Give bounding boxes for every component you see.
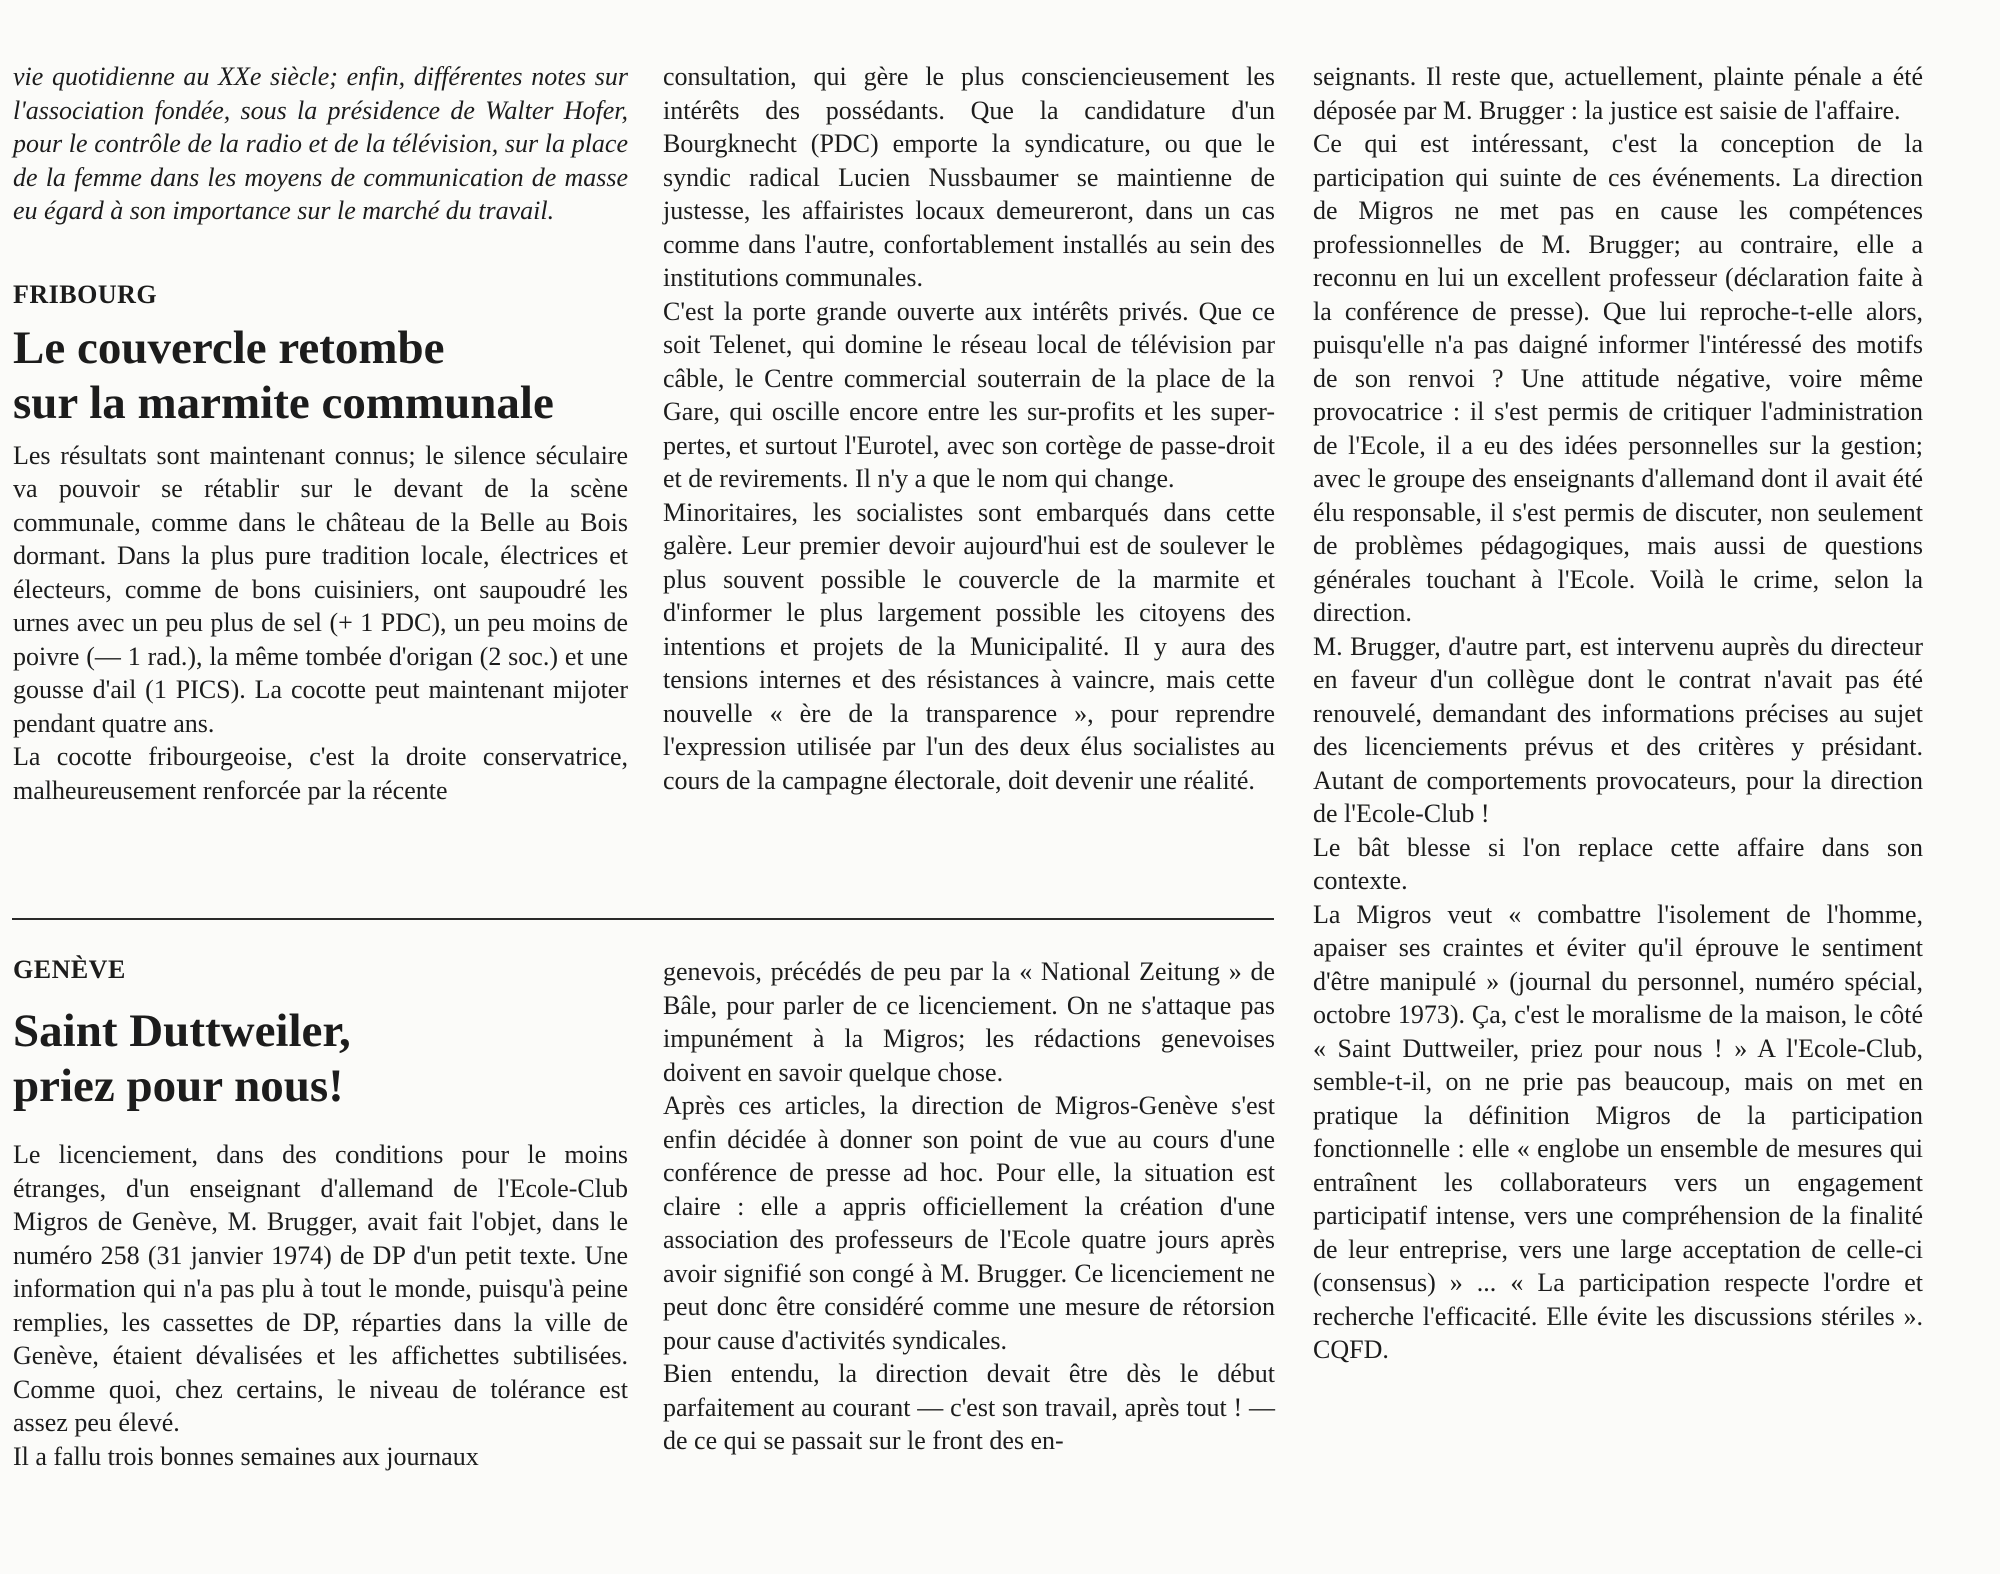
title-line-2: sur la marmite communale	[13, 376, 554, 429]
article-title-geneve	[13, 1004, 628, 1114]
column-middle-bottom	[663, 955, 1275, 1458]
paragraph: Il a fallu trois bonnes semaines aux journaux	[13, 1441, 479, 1471]
intro-paragraph: vie quotidienne au XXe siècle; enfin, différentes notes sur l'association fondée, sous la présidence de Walter Hofer, pour le contrôle de la radio et de la télévision, sur la place de la femme dans les moyens de communication de masse eu égard à son importance sur le marché du travail.	[13, 62, 628, 225]
paragraph: consultation, qui gère le plus consciencieusement les intérêts des possédants. Que la candidature d'un Bourgknecht (PDC) emporte la syndicature, ou que le syndic radical Lucien Nussbaumer se maintienne de justesse, les affairistes locaux demeureront, dans un cas comme dans l'autre, confortablement installés au sein des institutions communales.	[663, 62, 1275, 292]
paragraph: Après ces articles, la direction de Migros-Genève s'est enfin décidée à donner son point de vue au cours d'une conférence de presse ad hoc. Pour elle, la situation est claire : elle a appris officiellement la création d'une association des professeurs de l'Ecole quatre jours après avoir signifié son congé à M. Brugger. Ce licenciement ne peut donc être considéré comme une mesure de rétorsion pour cause d'activités syndicales.	[663, 1091, 1275, 1355]
paragraph: Minoritaires, les socialistes sont embarqués dans cette galère. Leur premier devoir aujourd'hui est de soulever le plus souvent possible le couvercle de la marmite et d'informer le plus largement possible les citoyens des intentions et projets de la Municipalité. Il y aura des tensions internes et des résistances à vaincre, mais cette nouvelle « ère de la transparence », pour reprendre l'expression utilisée par l'un des deux élus socialistes au cours de la campagne électorale, doit devenir une réalité.	[663, 497, 1275, 795]
paragraph: La cocotte fribourgeoise, c'est la droite conservatrice, malheureusement renforcée par la récente	[13, 742, 628, 805]
column-middle-top	[663, 60, 1275, 797]
paragraph: seignants. Il reste que, actuellement, plainte pénale a été déposée par M. Brugger : la justice est saisie de l'affaire.	[1313, 62, 1923, 125]
column-left	[13, 60, 628, 807]
column-right	[1313, 60, 1923, 1367]
title-line-2: priez pour nous!	[13, 1060, 344, 1112]
paragraph: Bien entendu, la direction devait être dès le début parfaitement au courant — c'est son travail, après tout ! — de ce qui se passait sur le front des en-	[663, 1359, 1275, 1455]
section-label-fribourg: FRIBOURG	[13, 279, 158, 309]
paragraph: C'est la porte grande ouverte aux intérêts privés. Que ce soit Telenet, qui domine le réseau local de télévision par câble, le Centre commercial souterrain de la place de la Gare, qui oscille encore entre les sur-profits et les super-pertes, et surtout l'Eurotel, avec son cortège de passe-droit et de revirements. Il n'y a que le nom qui change.	[663, 296, 1275, 493]
paragraph: Les résultats sont maintenant connus; le silence séculaire va pouvoir se rétablir sur le devant de la scène communale, comme dans le château de la Belle au Bois dormant. Dans la plus pure tradition locale, électrices et électeurs, comme de bons cuisiniers, ont saupoudré les urnes avec un peu plus de sel (+ 1 PDC), un peu moins de poivre (— 1 rad.), la même tombée d'origan (2 soc.) et une gousse d'ail (1 PICS). La cocotte peut maintenant mijoter pendant quatre ans.	[13, 440, 628, 738]
title-line-1: Le couvercle retombe	[13, 321, 445, 374]
paragraph: Le licenciement, dans des conditions pour le moins étranges, d'un enseignant d'allemand de l'Ecole-Club Migros de Genève, M. Brugger, avait fait l'objet, dans le numéro 258 (31 janvier 1974) de DP d'un petit texte. Une information qui n'a pas plu à tout le monde, puisqu'à peine remplies, les cassettes de DP, réparties dans la ville de Genève, étaient dévalisées et les affichettes subtilisées. Comme quoi, chez certains, le niveau de tolérance est assez peu élevé.	[13, 1140, 628, 1437]
column-left-bottom	[13, 955, 628, 1473]
article-divider	[12, 918, 1274, 920]
paragraph: M. Brugger, d'autre part, est intervenu auprès du directeur en faveur d'un collègue dont le contrat n'avait pas été renouvelé, demandant des informations précises au sujet des licenciements prévus et des critères y présidant. Autant de comportements provocateurs, pour la direction de l'Ecole-Club !	[1313, 631, 1923, 828]
paragraph: Le bât blesse si l'on replace cette affaire dans son contexte.	[1313, 832, 1923, 895]
title-line-1: Saint Duttweiler,	[13, 1005, 351, 1057]
paragraph: genevois, précédés de peu par la « National Zeitung » de Bâle, pour parler de ce licenciement. On ne s'attaque pas impunément à la Migros; les rédactions genevoises doivent en savoir quelque chose.	[663, 957, 1275, 1087]
section-label-geneve: GENÈVE	[13, 955, 126, 984]
paragraph: Ce qui est intéressant, c'est la conception de la participation qui suinte de ces événements. La direction de Migros ne met pas en cause les compétences professionnelles de M. Brugger; au contraire, elle a reconnu en lui un excellent professeur (déclaration faite à la conférence de presse). Que lui reproche-t-elle alors, puisqu'elle n'a pas daigné informer l'intéressé des motifs de son renvoi ? Une attitude négative, voire même provocatrice : il s'est permis de critiquer l'administration de l'Ecole, il a eu des idées personnelles sur la gestion; avec le groupe des enseignants d'allemand dont il avait été élu responsable, il s'est permis de discuter, non seulement de problèmes pédagogiques, mais aussi de questions générales touchant à l'Ecole. Voilà le crime, selon la direction.	[1313, 129, 1923, 627]
paragraph: La Migros veut « combattre l'isolement de l'homme, apaiser ses craintes et éviter qu'il éprouve le sentiment d'être manipulé » (journal du personnel, numéro spécial, octobre 1973). Ça, c'est le moralisme de la maison, le côté « Saint Duttweiler, priez pour nous ! » A l'Ecole-Club, semble-t-il, on ne prie pas beaucoup, mais on met en pratique la définition Migros de la participation fonctionnelle : elle « englobe un ensemble de mesures qui entraînent les collaborateurs vers un engagement participatif intense, vers une compréhension de la finalité de leur entreprise, vers une large acceptation de celle-ci (consensus) » ... « La participation respecte l'ordre et recherche l'efficacité. Elle évite les discussions stériles ». CQFD.	[1313, 899, 1923, 1364]
article-title-fribourg	[13, 321, 628, 431]
